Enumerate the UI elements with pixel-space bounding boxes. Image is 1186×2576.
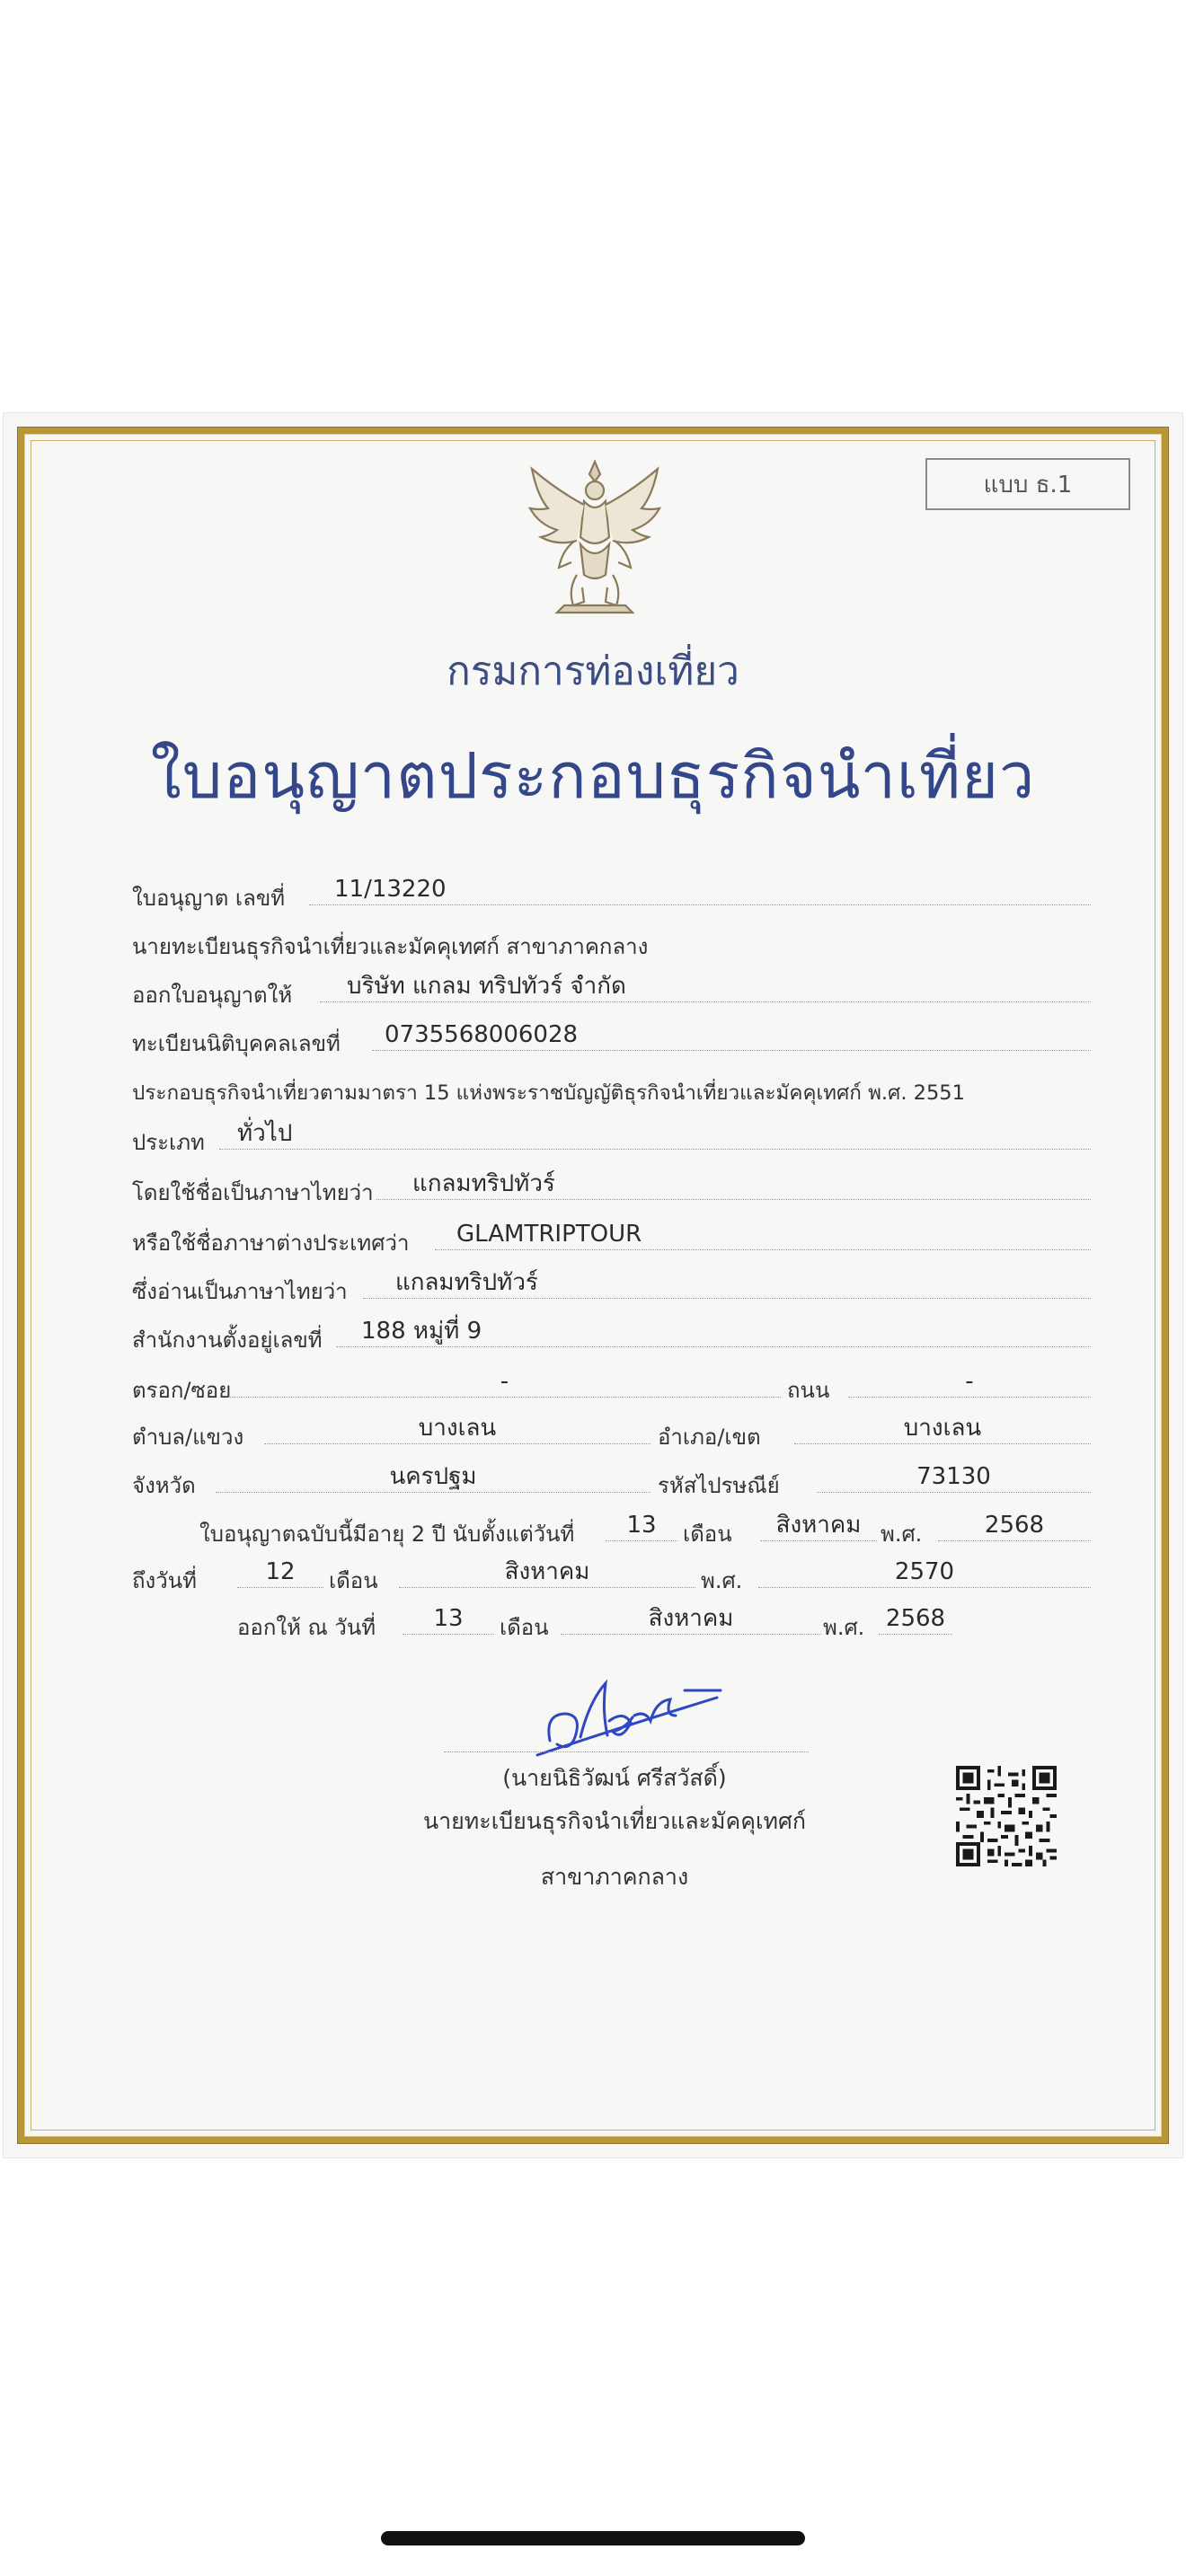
home-indicator[interactable] bbox=[381, 2531, 805, 2545]
road-label: ถนน bbox=[787, 1378, 830, 1403]
issued-on-label: ออกให้ ณ วันที่ bbox=[237, 1615, 376, 1640]
issued-to-label: ออกใบอนุญาตให้ bbox=[132, 983, 293, 1008]
type-label: ประเภท bbox=[132, 1130, 205, 1155]
from-be-label: พ.ศ. bbox=[881, 1522, 923, 1547]
issued-to: บริษัท แกลม ทริปทัวร์ จำกัด bbox=[320, 972, 1091, 1002]
registrar-line: นายทะเบียนธุรกิจนำเที่ยวและมัคคุเทศก์ สาขาภาคกลาง bbox=[132, 934, 649, 959]
foreign-name-label: หรือใช้ชื่อภาษาต่างประเทศว่า bbox=[132, 1231, 410, 1256]
subdistrict: บางเลน bbox=[264, 1414, 651, 1444]
office-label: สำนักงานตั้งอยู่เลขที่ bbox=[132, 1328, 323, 1353]
to-day: 12 bbox=[237, 1557, 323, 1588]
district: บางเลน bbox=[794, 1414, 1091, 1444]
section-line: ประกอบธุรกิจนำเที่ยวตามมาตรา 15 แห่งพระราชบัญญัติธุรกิจนำเที่ยวและมัคคุเทศก์ พ.ศ. 2551 bbox=[132, 1081, 965, 1105]
from-month-label: เดือน bbox=[683, 1522, 732, 1547]
thai-name-label: โดยใช้ชื่อเป็นภาษาไทยว่า bbox=[132, 1180, 374, 1205]
business-type: ทั่วไป bbox=[219, 1119, 1091, 1150]
to-be-label: พ.ศ. bbox=[701, 1568, 743, 1593]
to-label: ถึงวันที่ bbox=[132, 1568, 197, 1593]
to-month: สิงหาคม bbox=[399, 1557, 695, 1588]
signature-line bbox=[444, 1751, 809, 1752]
from-month: สิงหาคม bbox=[760, 1511, 877, 1541]
issue-be-label: พ.ศ. bbox=[823, 1615, 865, 1640]
alley-label: ตรอก/ซอย bbox=[132, 1378, 232, 1403]
juristic-label: ทะเบียนนิติบุคคลเลขที่ bbox=[132, 1031, 341, 1056]
form-code-box: แบบ ธ.1 bbox=[925, 458, 1130, 510]
subdistrict-label: ตำบล/แขวง bbox=[132, 1425, 244, 1450]
document-title: ใบอนุญาตประกอบธุรกิจนำเที่ยว bbox=[150, 739, 1036, 813]
issue-day: 13 bbox=[403, 1604, 494, 1635]
alley: - bbox=[228, 1367, 781, 1398]
to-year: 2570 bbox=[758, 1557, 1091, 1588]
issue-month: สิงหาคม bbox=[561, 1604, 821, 1635]
signatory-name: (นายนิธิวัฒน์ ศรีสวัสดิ์) bbox=[502, 1765, 727, 1791]
from-year: 2568 bbox=[938, 1511, 1091, 1541]
foreign-name: GLAMTRIPTOUR bbox=[435, 1220, 1091, 1250]
validity-label: ใบอนุญาตฉบับนี้มีอายุ 2 ปี นับตั้งแต่วันที่ bbox=[199, 1522, 575, 1547]
juristic-number: 0735568006028 bbox=[372, 1020, 1091, 1051]
issue-month-label: เดือน bbox=[500, 1615, 549, 1640]
thai-name: แกลมทริปทัวร์ bbox=[376, 1169, 1091, 1200]
postcode-label: รหัสไปรษณีย์ bbox=[658, 1473, 780, 1498]
license-number: 11/13220 bbox=[309, 875, 1091, 905]
issue-year: 2568 bbox=[879, 1604, 952, 1635]
province: นครปฐม bbox=[216, 1462, 651, 1493]
read-thai: แกลมทริปทัวร์ bbox=[363, 1268, 1091, 1299]
read-thai-label: ซึ่งอ่านเป็นภาษาไทยว่า bbox=[132, 1279, 348, 1304]
signatory-position: นายทะเบียนธุรกิจนำเที่ยวและมัคคุเทศก์ bbox=[423, 1808, 806, 1834]
office-address: 188 หมู่ที่ 9 bbox=[336, 1317, 1091, 1347]
province-label: จังหวัด bbox=[132, 1473, 196, 1498]
road: - bbox=[848, 1367, 1091, 1398]
district-label: อำเภอ/เขต bbox=[658, 1425, 761, 1450]
signatory-branch: สาขาภาคกลาง bbox=[540, 1864, 689, 1890]
license-document bbox=[4, 413, 1182, 2157]
qr-code-icon bbox=[956, 1766, 1057, 1866]
garuda-emblem-icon bbox=[521, 454, 668, 625]
department-name: กรมการท่องเที่ยว bbox=[447, 648, 739, 694]
license-number-label: ใบอนุญาต เลขที่ bbox=[132, 886, 286, 911]
signature-icon bbox=[534, 1658, 731, 1766]
to-month-label: เดือน bbox=[329, 1568, 378, 1593]
from-day: 13 bbox=[606, 1511, 677, 1541]
postcode: 73130 bbox=[817, 1462, 1091, 1493]
